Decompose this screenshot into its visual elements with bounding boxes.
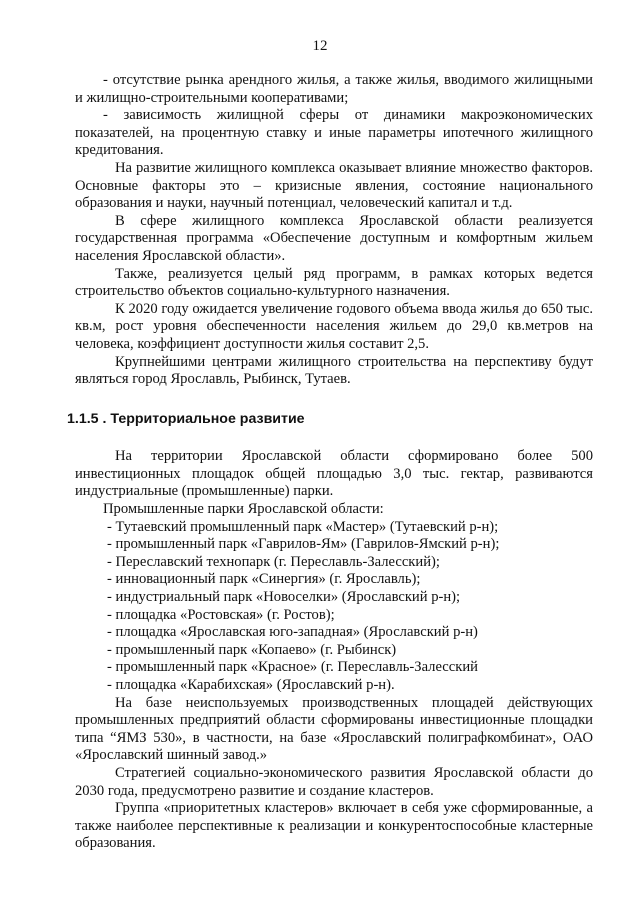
list-item: - площадка «Ярославская юго-западная» (Ярославский р-н) bbox=[107, 624, 478, 641]
list-item: - площадка «Карабихская» (Ярославский р-н). bbox=[107, 677, 395, 693]
section-heading: 1.1.5 . Территориальное развитие bbox=[67, 410, 305, 427]
intro-paragraphs bbox=[75, 72, 593, 389]
list-item: - промышленный парк «Красное» (г. Переславль-Залесский bbox=[107, 659, 478, 676]
list-item: - площадка «Ростовская» (г. Ростов); bbox=[107, 606, 335, 623]
paragraph: На территории Ярославской области сформировано более 500 инвестиционных площадок общей площадью 3,0 тыс. гектар, развиваются индустриальные (промышленные) парки. bbox=[75, 448, 593, 500]
list-item: - промышленный парк «Гаврилов-Ям» (Гаврилов-Ямский р-н); bbox=[107, 536, 500, 553]
paragraph: На развитие жилищного комплекса оказывает влияние множество факторов. Основные факторы это – кризисные явления, состояние национального образования и науки, научный потенциал, человеческий капитал и т.д. bbox=[75, 159, 593, 212]
paragraph: Группа «приоритетных кластеров» включает в себя уже сформированные, а также наиболее перспективные к реализации и конкурентоспособные кластерные образования. bbox=[75, 800, 593, 852]
paragraph: В сфере жилищного комплекса Ярославской области реализуется государственная программа «Обеспечение доступным и комфортным жильем населения Ярославской области». bbox=[75, 212, 593, 264]
section-paragraphs bbox=[75, 448, 593, 853]
paragraph: Крупнейшими центрами жилищного строительства на перспективу будут являться город Ярославль, Рыбинск, Тутаев. bbox=[75, 353, 593, 388]
paragraph: Стратегией социально-экономического развития Ярославской области до 2030 года, предусмотрено развитие и создание кластеров. bbox=[75, 764, 593, 799]
list-item: - Переславский технопарк (г. Переславль-Залесский); bbox=[107, 553, 440, 570]
paragraph: - зависимость жилищной сферы от динамики макроэкономических показателей, на процентную ставку и иные параметры ипотечного жилищного кредитования. bbox=[75, 107, 593, 159]
page-body bbox=[67, 72, 593, 853]
page-number: 12 bbox=[312, 38, 328, 54]
list-item: - Тутаевский промышленный парк «Мастер» (Тутаевский р-н); bbox=[107, 518, 499, 535]
paragraph: На базе неиспользуемых производственных площадей действующих промышленных предприятий области сформированы инвестиционные площадки типа “ЯМЗ 530», в частности, на базе «Ярославский полиграфкомбинат», ОАО «Ярославский шинный завод.» bbox=[75, 694, 593, 764]
paragraph: - отсутствие рынка арендного жилья, а также жилья, вводимого жилищными и жилищно-строительными кооперативами; bbox=[75, 72, 593, 106]
list-item: - промышленный парк «Копаево» (г. Рыбинск) bbox=[107, 641, 397, 658]
list-item: - индустриальный парк «Новоселки» (Ярославский р-н); bbox=[107, 589, 461, 606]
paragraph: Промышленные парки Ярославской области: bbox=[103, 501, 384, 518]
paragraph: К 2020 году ожидается увеличение годового объема ввода жилья до 650 тыс. кв.м, рост уровня обеспеченности населения жильем до 29,0 кв.метров на человека, коэффициент доступности жилья составит 2,5. bbox=[75, 300, 593, 352]
paragraph: Также, реализуется целый ряд программ, в рамках которых ведется строительство объектов социально-культурного назначения. bbox=[75, 265, 593, 300]
list-item: - инновационный парк «Синергия» (г. Ярославль); bbox=[107, 571, 421, 588]
